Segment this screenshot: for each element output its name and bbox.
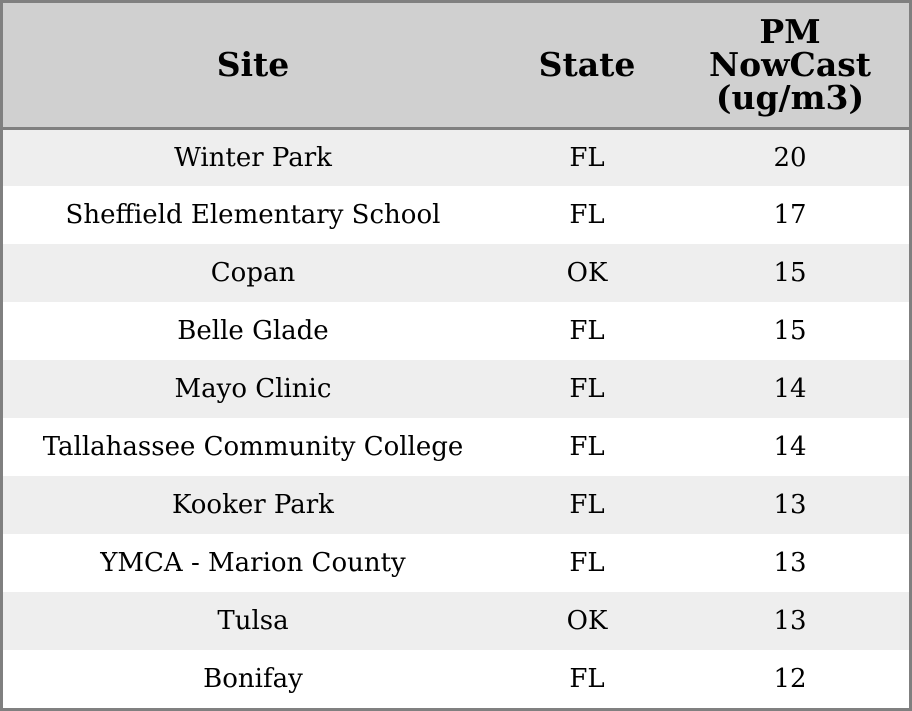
state-cell: FL: [569, 200, 605, 230]
table-row: [3, 244, 909, 302]
pm-header-line-1: PM: [759, 12, 821, 52]
column-header-state: State: [503, 3, 671, 128]
table-row: [3, 592, 909, 650]
state-cell: FL: [569, 142, 605, 173]
state-cell: FL: [569, 548, 605, 578]
table-row: [3, 186, 909, 244]
pm-value-cell: 17: [773, 200, 807, 230]
pm-value-cell: 14: [773, 374, 807, 404]
table-row: [3, 360, 909, 418]
header-row: [3, 3, 909, 128]
pm-value-cell: 13: [773, 606, 807, 636]
site-cell: Winter Park: [174, 142, 332, 173]
site-cell: Mayo Clinic: [174, 374, 332, 404]
column-header-site: Site: [3, 3, 503, 128]
state-cell: FL: [569, 374, 605, 404]
table-row: [3, 418, 909, 476]
site-cell: Bonifay: [203, 664, 303, 694]
state-cell: FL: [569, 490, 605, 520]
site-cell: YMCA - Marion County: [100, 548, 406, 578]
pm-header-line-2: NowCast: [708, 45, 872, 85]
state-cell: OK: [566, 258, 608, 288]
site-cell: Sheffield Elementary School: [65, 200, 441, 230]
pm-value-cell: 15: [773, 316, 807, 346]
site-cell: Belle Glade: [177, 316, 329, 346]
table-row: [3, 128, 909, 186]
state-cell: FL: [569, 316, 605, 346]
table-row: [3, 534, 909, 592]
pm-value-cell: 15: [773, 258, 807, 288]
pm-value-cell: 20: [773, 142, 807, 173]
pm-value-cell: 12: [773, 664, 807, 694]
data-table: [3, 3, 909, 708]
site-cell: Copan: [210, 258, 296, 288]
state-cell: OK: [566, 606, 608, 636]
state-cell: FL: [569, 432, 605, 462]
table-row: [3, 476, 909, 534]
site-cell: Kooker Park: [172, 490, 334, 520]
site-cell: Tulsa: [217, 606, 289, 636]
pm-value-cell: 13: [773, 548, 807, 578]
site-cell: Tallahassee Community College: [42, 432, 464, 462]
table-row: [3, 302, 909, 360]
state-cell: FL: [569, 664, 605, 694]
column-header-pm-nowcast: [671, 3, 909, 128]
pm-value-cell: 14: [773, 432, 807, 462]
pm-header-line-3: (ug/m3): [715, 78, 865, 118]
table-body: [3, 128, 909, 708]
table-header: [3, 3, 909, 128]
pm-value-cell: 13: [773, 490, 807, 520]
table-row: [3, 650, 909, 708]
